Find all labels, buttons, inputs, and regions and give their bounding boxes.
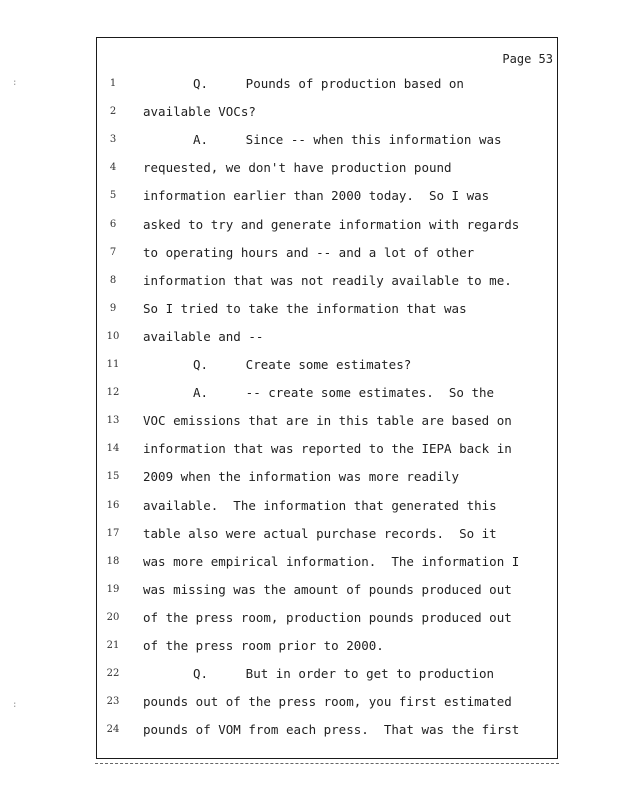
transcript-line: [97, 130, 557, 150]
line-text: information that was not readily available to me.: [143, 272, 512, 288]
line-number: 21: [106, 640, 120, 651]
transcript-line: [97, 552, 557, 572]
line-number: 13: [106, 415, 120, 427]
line-number: 24: [106, 724, 120, 736]
margin-mark: :: [12, 78, 18, 88]
transcript-line: [97, 74, 557, 94]
line-text: to operating hours and -- and a lot of other: [143, 244, 475, 260]
line-number: 22: [106, 668, 120, 680]
transcript-line: [97, 664, 557, 684]
transcript-line: [97, 636, 557, 656]
transcript-line: [97, 467, 557, 487]
line-number: 18: [106, 555, 120, 567]
transcript-line: [97, 608, 557, 628]
line-text: was missing was the amount of pounds produced out: [143, 581, 512, 597]
line-number: 11: [106, 359, 120, 370]
line-text: pounds out of the press room, you first estimated: [143, 694, 512, 710]
transcript-line: [97, 496, 557, 516]
line-number: 4: [109, 162, 117, 174]
line-text: 2009 when the information was more readily: [143, 469, 460, 485]
page-number: Page 53: [502, 52, 553, 66]
transcript-line: [97, 215, 557, 235]
line-number: 3: [109, 134, 117, 146]
line-number: 19: [106, 583, 120, 595]
line-text: requested, we don't have production pound: [143, 160, 452, 176]
line-text: available and --: [143, 328, 264, 344]
line-number: 7: [109, 246, 117, 258]
line-number: 15: [106, 471, 120, 483]
line-text: A. -- create some estimates. So the: [193, 385, 495, 401]
transcript-line: [97, 411, 557, 431]
transcript-line: [97, 186, 557, 206]
line-number: 16: [106, 499, 120, 511]
line-number: 10: [106, 330, 120, 342]
line-number: 6: [109, 218, 117, 230]
line-number: 12: [106, 387, 120, 399]
line-text: of the press room prior to 2000.: [143, 638, 384, 653]
transcript-line: [97, 580, 557, 600]
line-number: 17: [106, 527, 120, 539]
transcript-line: [97, 243, 557, 263]
line-text: was more empirical information. The information I: [143, 553, 520, 569]
transcript-line: [97, 299, 557, 319]
transcript-line: [97, 383, 557, 403]
transcript-page: [96, 37, 558, 759]
line-text: of the press room, production pounds produced out: [143, 609, 512, 625]
line-text: Q. Create some estimates?: [193, 357, 412, 372]
line-number: 2: [109, 106, 117, 118]
line-number: 20: [106, 611, 120, 623]
line-text: available VOCs?: [143, 104, 256, 120]
transcript-line: [97, 355, 557, 375]
transcript-line: [97, 158, 557, 178]
line-number: 23: [106, 696, 120, 708]
line-number: 8: [109, 274, 117, 286]
line-text: Q. Pounds of production based on: [193, 76, 464, 91]
margin-mark: :: [12, 700, 18, 710]
line-number: 5: [109, 190, 117, 202]
transcript-line: [97, 524, 557, 544]
line-text: information earlier than 2000 today. So I was: [143, 188, 490, 204]
line-text: A. Since -- when this information was: [193, 132, 502, 148]
line-number: 14: [106, 443, 120, 455]
line-number: 1: [109, 78, 117, 89]
transcript-line: [97, 327, 557, 347]
line-number: 9: [109, 302, 117, 314]
transcript-line: [97, 720, 557, 740]
transcript-line: [97, 439, 557, 459]
line-text: pounds of VOM from each press. That was the first: [143, 722, 520, 738]
transcript-line: [97, 102, 557, 122]
line-text: information that was reported to the IEPA back in: [143, 441, 512, 457]
transcript-line: [97, 271, 557, 291]
transcript-line: [97, 692, 557, 712]
line-text: asked to try and generate information with regards: [143, 216, 520, 232]
line-text: Q. But in order to get to production: [193, 666, 495, 682]
line-text: available. The information that generated this: [143, 497, 497, 513]
line-text: VOC emissions that are in this table are based on: [143, 413, 512, 429]
line-text: So I tried to take the information that was: [143, 300, 467, 316]
line-text: table also were actual purchase records. So it: [143, 525, 497, 541]
